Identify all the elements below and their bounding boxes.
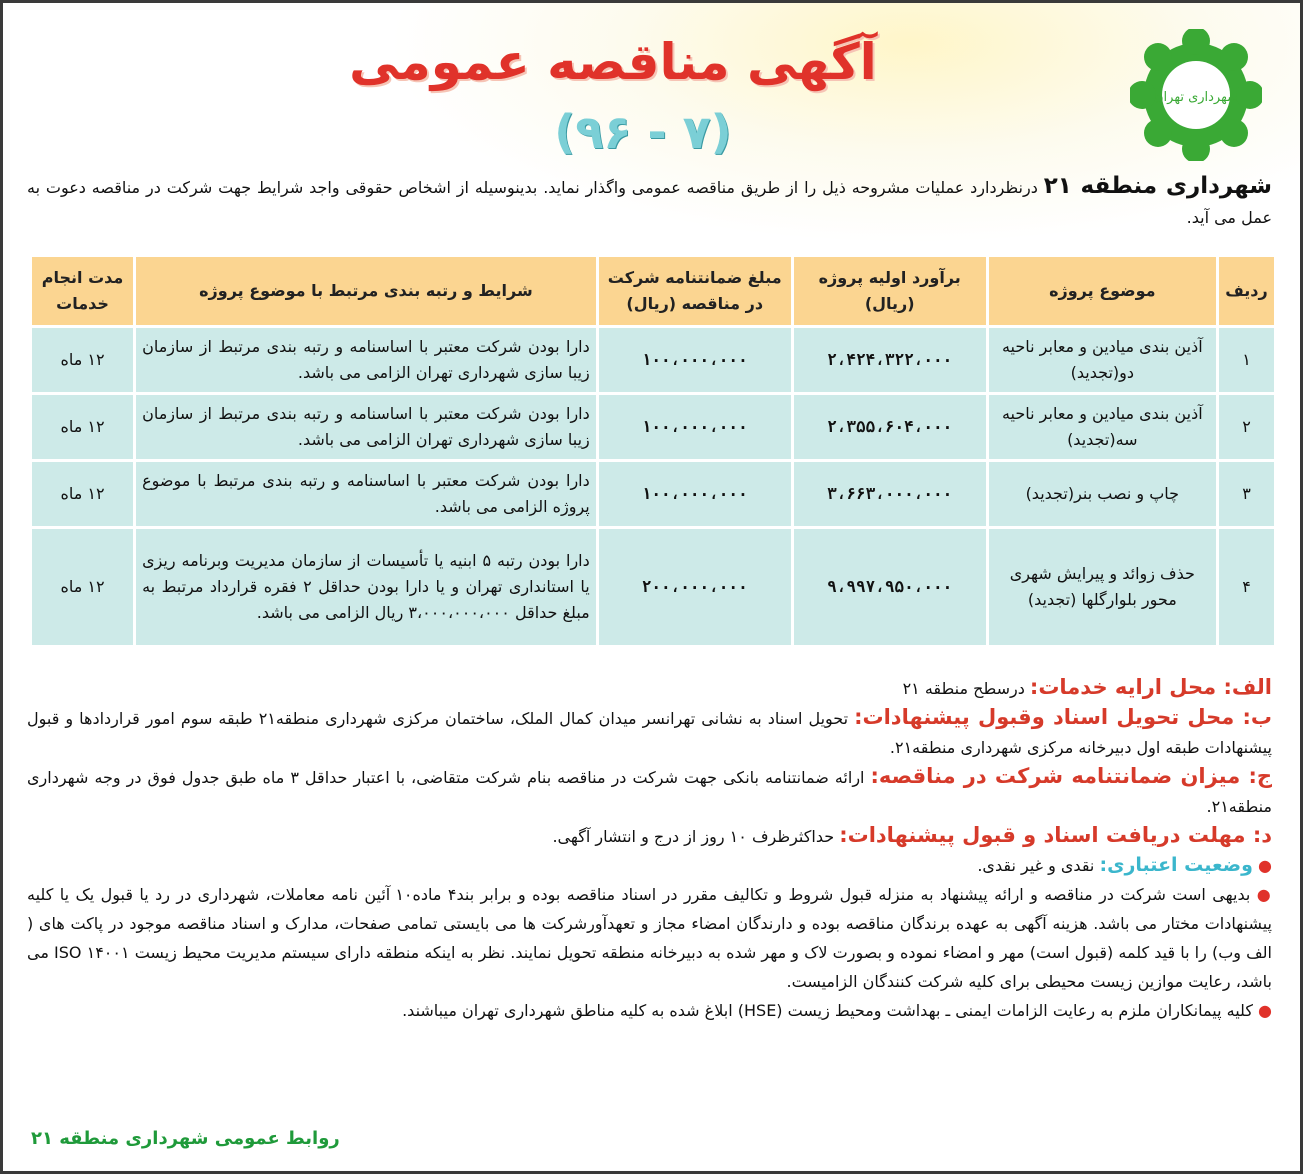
cell-row-number: ۳	[1219, 462, 1274, 526]
cell-duration: ۱۲ ماه	[32, 529, 133, 645]
note-credit-status	[27, 851, 1272, 880]
header-conditions: شرایط و رتبه بندی مرتبط با موضوع پروژه	[136, 257, 596, 325]
cell-guarantee-amount: ۱۰۰،۰۰۰،۰۰۰	[599, 328, 791, 392]
note-terms	[27, 880, 1272, 996]
tender-table	[29, 254, 1277, 648]
note-service-location	[27, 673, 1272, 703]
cell-guarantee-amount: ۱۰۰،۰۰۰،۰۰۰	[599, 462, 791, 526]
note-hse	[27, 996, 1272, 1025]
table-row	[32, 529, 1274, 645]
intro-paragraph	[27, 171, 1272, 233]
organization-name: شهرداری منطقه ۲۱	[1043, 173, 1272, 199]
cell-duration: ۱۲ ماه	[32, 328, 133, 392]
header-project-subject: موضوع پروژه	[989, 257, 1216, 325]
header-initial-estimate: برآورد اولیه پروژه (ریال)	[794, 257, 986, 325]
table-header-row	[32, 257, 1274, 325]
bullet-icon: ●	[1256, 885, 1273, 904]
note-text: تحویل اسناد به نشانی تهرانسر میدان کمال الملک، ساختمان مرکزی شهرداری منطقه۲۱ طبقه سوم امور قراردادها و قبول پیشنهادات طبقه اول دبیرخانه مرکزی شهرداری منطقه۲۱.	[27, 709, 1272, 757]
table-row	[32, 462, 1274, 526]
bullet-icon: ●	[1258, 856, 1272, 875]
note-label: وضعیت اعتباری:	[1099, 854, 1253, 876]
cell-duration: ۱۲ ماه	[32, 462, 133, 526]
tehran-municipality-logo	[1130, 29, 1262, 161]
table-row	[32, 328, 1274, 392]
header-guarantee-amount: مبلغ ضمانتنامه شرکت در مناقصه (ریال)	[599, 257, 791, 325]
cell-initial-estimate: ۲،۴۲۴،۳۲۲،۰۰۰	[794, 328, 986, 392]
cell-row-number: ۲	[1219, 395, 1274, 459]
cell-guarantee-amount: ۲۰۰،۰۰۰،۰۰۰	[599, 529, 791, 645]
cell-conditions: دارا بودن شرکت معتبر با اساسنامه و رتبه بندی مرتبط از سازمان زیبا سازی شهرداری تهران الزامی می باشد.	[136, 395, 596, 459]
cell-duration: ۱۲ ماه	[32, 395, 133, 459]
note-label: الف: محل ارایه خدمات:	[1029, 675, 1272, 699]
page-title: آگهی مناقصه عمومی	[349, 33, 877, 91]
note-guarantee	[27, 762, 1272, 821]
cell-conditions: دارا بودن شرکت معتبر با اساسنامه و رتبه بندی مرتبط از سازمان زیبا سازی شهرداری تهران الزامی می باشد.	[136, 328, 596, 392]
footer-signature: روابط عمومی شهرداری منطقه ۲۱	[31, 1128, 340, 1149]
header-row-number: ردیف	[1219, 257, 1274, 325]
tender-number: (۷ - ۹۶)	[554, 105, 732, 159]
logo-text: شهرداری تهران	[1154, 90, 1238, 105]
note-label: ب: محل تحویل اسناد وقبول پیشنهادات:	[854, 705, 1273, 729]
cell-initial-estimate: ۲،۳۵۵،۶۰۴،۰۰۰	[794, 395, 986, 459]
intro-text: درنظردارد عملیات مشروحه ذیل را از طریق مناقصه عمومی واگذار نماید. بدینوسیله از اشخاص حقوقی واجد شرایط جهت شرکت در مناقصه دعوت به عمل می آید.	[27, 178, 1272, 227]
cell-project-subject: آذین بندی میادین و معابر ناحیه سه(تجدید)	[989, 395, 1216, 459]
note-document-delivery	[27, 703, 1272, 762]
note-text: درسطح منطقه ۲۱	[902, 679, 1025, 698]
cell-conditions: دارا بودن رتبه ۵ ابنیه یا تأسیسات از سازمان مدیریت وبرنامه ریزی یا استانداری تهران و یا دارا بودن حداقل ۲ فقره قرارداد مرتبط به مبلغ حداقل ۳،۰۰۰،۰۰۰،۰۰۰ ریال الزامی می باشد.	[136, 529, 596, 645]
note-label: د: مهلت دریافت اسناد و قبول پیشنهادات:	[839, 823, 1272, 847]
table-row	[32, 395, 1274, 459]
note-deadline	[27, 821, 1272, 851]
cell-initial-estimate: ۹،۹۹۷،۹۵۰،۰۰۰	[794, 529, 986, 645]
cell-conditions: دارا بودن شرکت معتبر با اساسنامه و رتبه بندی مرتبط با موضوع پروژه الزامی می باشد.	[136, 462, 596, 526]
notes-section	[27, 673, 1272, 1025]
note-text: بدیهی است شرکت در مناقصه و ارائه پیشنهاد به منزله قبول شروط و تکالیف مقرر در اسناد مناقصه بوده و برابر بند۴ ماده۱۰ آئین نامه معاملات، شهرداری در رد یا قبول یک یا کلیه پیشنهادات مختار می باشد. هزینه آگهی به عهده برندگان مناقصه بوده و دارندگان امضاء مجاز و تعهدآورشرکت ها می بایستی تمامی صفحات، مدارک و اسناد مناقصه موجود در پاکت های ( الف وب) را با قید کلمه (قبول است) مهر و امضاء نموده و بصورت لاک و مهر شده به دبیرخانه منطقه تحویل نمایند. نظر به اینکه منطقه دارای سیستم مدیریت محیط زیست ISO ۱۴۰۰۱ می باشد، رعایت موازین زیست محیطی برای کلیه شرکت کنندگان الزامیست.	[27, 885, 1273, 991]
note-label: ج: میزان ضمانتنامه شرکت در مناقصه:	[870, 764, 1273, 788]
note-text: حداکثرظرف ۱۰ روز از درج و انتشار آگهی.	[552, 827, 835, 846]
cell-row-number: ۴	[1219, 529, 1274, 645]
cell-project-subject: آذین بندی میادین و معابر ناحیه دو(تجدید)	[989, 328, 1216, 392]
cell-guarantee-amount: ۱۰۰،۰۰۰،۰۰۰	[599, 395, 791, 459]
cell-initial-estimate: ۳،۶۶۳،۰۰۰،۰۰۰	[794, 462, 986, 526]
note-text: ارائه ضمانتنامه بانکی جهت شرکت در مناقصه بنام شرکت متقاضی، با اعتبار حداقل ۳ ماه طبق جدول فوق در وجه شهرداری منطقه۲۱.	[27, 768, 1272, 816]
header-duration: مدت انجام خدمات	[32, 257, 133, 325]
cell-project-subject: چاپ و نصب بنر(تجدید)	[989, 462, 1216, 526]
note-text: نقدی و غیر نقدی.	[977, 856, 1095, 875]
bullet-icon: ●	[1258, 1001, 1272, 1020]
cell-row-number: ۱	[1219, 328, 1274, 392]
note-text: کلیه پیمانکاران ملزم به رعایت الزامات ایمنی ـ بهداشت ومحیط زیست (HSE) ابلاغ شده به کلیه مناطق شهرداری تهران میباشند.	[402, 1001, 1253, 1020]
cell-project-subject: حذف زوائد و پیرایش شهری محور بلوارگلها (تجدید)	[989, 529, 1216, 645]
